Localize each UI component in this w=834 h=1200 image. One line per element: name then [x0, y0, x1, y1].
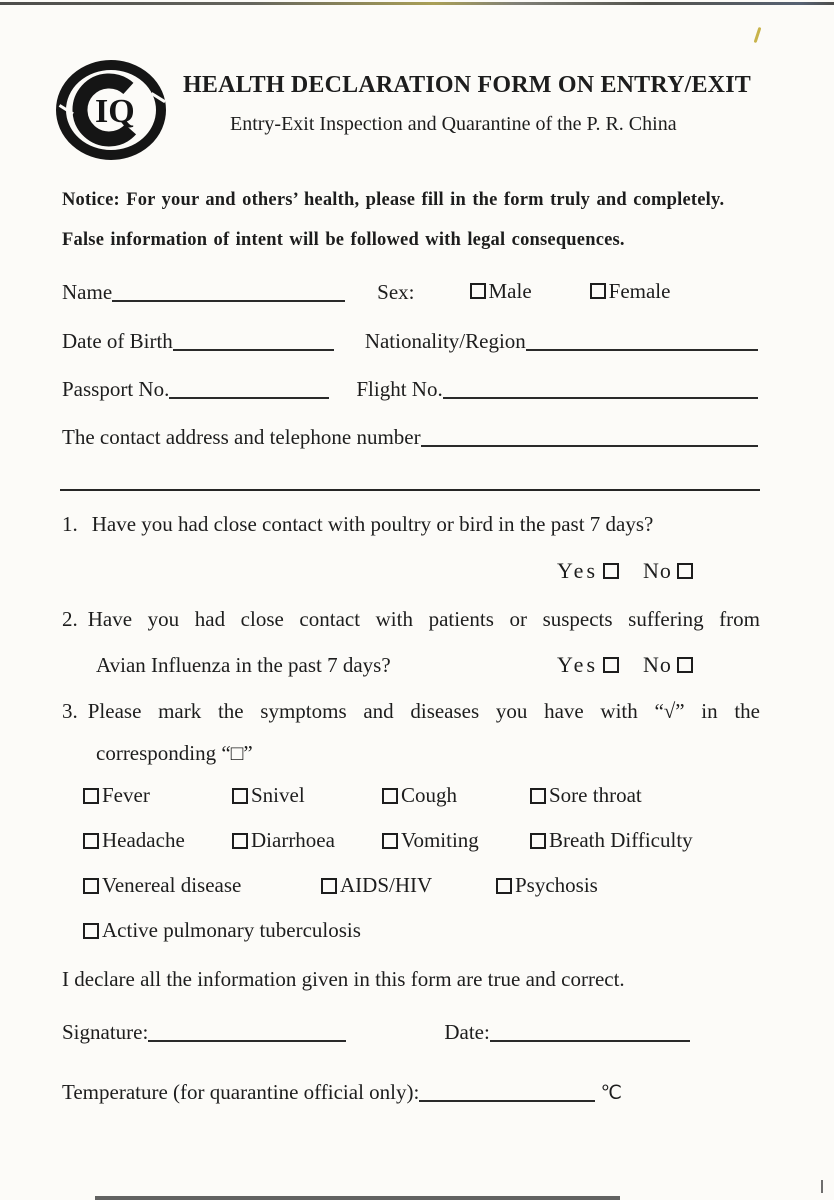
sore-throat-checkbox[interactable]: [530, 788, 546, 804]
symptom-snivel: [232, 783, 305, 808]
male-label: Male: [488, 279, 532, 303]
yes-label: Yes: [557, 652, 599, 677]
female-checkbox[interactable]: [590, 283, 606, 299]
passport-label: Passport No.: [62, 377, 170, 401]
breath-difficulty-checkbox[interactable]: [530, 833, 546, 849]
scan-edge-line: [0, 2, 834, 5]
question-3-line-1: [62, 698, 760, 724]
name-label: Name: [62, 280, 113, 304]
snivel-label: Snivel: [251, 783, 305, 807]
form-title: HEALTH DECLARATION FORM ON ENTRY/EXIT: [183, 72, 751, 98]
form-subtitle: Entry-Exit Inspection and Quarantine of the P. R. China: [230, 113, 677, 135]
ciq-logo-icon: [56, 60, 166, 160]
temperature-row: [62, 1076, 622, 1107]
q2-no-checkbox[interactable]: [677, 657, 693, 673]
snivel-checkbox[interactable]: [232, 788, 248, 804]
symptom-tuberculosis: [83, 918, 361, 943]
cough-label: Cough: [401, 783, 458, 807]
vomiting-checkbox[interactable]: [382, 833, 398, 849]
fever-label: Fever: [102, 783, 150, 807]
symptom-diarrhoea: [232, 828, 335, 853]
venereal-disease-checkbox[interactable]: [83, 878, 99, 894]
yes-label: Yes: [557, 558, 599, 583]
symptom-psychosis: [496, 873, 598, 898]
name-sex-row: [62, 276, 758, 305]
question-2-number: 2.: [62, 607, 78, 631]
signature-label: Signature:: [62, 1020, 149, 1044]
psychosis-checkbox[interactable]: [496, 878, 512, 894]
question-2-yesno: [557, 652, 693, 678]
flight-field-line[interactable]: [443, 376, 758, 399]
cough-checkbox[interactable]: [382, 788, 398, 804]
contact-row: [62, 421, 758, 450]
question-2-text: Have you had close contact with patients or suspects suffering from: [87, 607, 760, 631]
symptom-aids-hiv: [321, 873, 432, 898]
contact-field-line[interactable]: [421, 424, 758, 447]
logo-text: IQ: [95, 93, 135, 130]
question-3-text: Please mark the symptoms and diseases you have with “√” in the: [87, 699, 760, 723]
nationality-field-line[interactable]: [526, 328, 758, 351]
date-field-line[interactable]: [490, 1019, 690, 1042]
declaration-statement: I declare all the information given in this form are true and correct.: [62, 967, 625, 991]
tuberculosis-checkbox[interactable]: [83, 923, 99, 939]
symptom-cough: [382, 783, 457, 808]
passport-field-line[interactable]: [169, 376, 329, 399]
contact-continuation-line[interactable]: [60, 489, 760, 491]
symptom-sore-throat: [530, 783, 642, 808]
flight-label: Flight No.: [356, 377, 443, 401]
temperature-label: Temperature (for quarantine official only):: [62, 1080, 420, 1104]
vomiting-label: Vomiting: [401, 828, 479, 852]
contact-label: The contact address and telephone number: [62, 425, 421, 449]
question-1-text: Have you had close contact with poultry or bird in the past 7 days?: [91, 512, 654, 536]
sex-male-option: [470, 278, 532, 304]
dob-field-line[interactable]: [173, 328, 334, 351]
no-label: No: [643, 558, 672, 583]
passport-flight-row: [62, 373, 758, 402]
question-2-line-1: [62, 606, 760, 632]
question-2-line-2: Avian Influenza in the past 7 days?: [96, 653, 391, 677]
sore-throat-label: Sore throat: [549, 783, 642, 807]
sex-label: Sex:: [377, 280, 415, 304]
female-label: Female: [608, 279, 671, 303]
symptom-breath-difficulty: [530, 828, 693, 853]
question-3-line-2: corresponding “□”: [96, 741, 253, 765]
symptom-headache: [83, 828, 185, 853]
venereal-disease-label: Venereal disease: [102, 873, 242, 897]
temperature-field-line[interactable]: [419, 1079, 594, 1102]
signature-field-line[interactable]: [148, 1019, 346, 1042]
diarrhoea-label: Diarrhoea: [251, 828, 335, 852]
question-1-yesno: [557, 558, 693, 584]
celsius-unit: ℃: [600, 1083, 622, 1104]
scan-bottom-band: [95, 1196, 620, 1200]
aids-hiv-label: AIDS/HIV: [340, 873, 433, 897]
signature-date-row: [62, 1016, 690, 1045]
symptom-fever: [83, 783, 150, 808]
headache-checkbox[interactable]: [83, 833, 99, 849]
q1-yes-checkbox[interactable]: [603, 563, 619, 579]
psychosis-label: Psychosis: [515, 873, 598, 897]
question-3-number: 3.: [62, 699, 78, 723]
headache-label: Headache: [102, 828, 185, 852]
aids-hiv-checkbox[interactable]: [321, 878, 337, 894]
q2-yes-checkbox[interactable]: [603, 657, 619, 673]
name-field-line[interactable]: [112, 279, 345, 302]
notice-line-2: False information of intent will be followed with legal consequences.: [62, 230, 625, 250]
fever-checkbox[interactable]: [83, 788, 99, 804]
nationality-label: Nationality/Region: [364, 329, 526, 353]
q1-no-checkbox[interactable]: [677, 563, 693, 579]
dob-label: Date of Birth: [62, 329, 173, 353]
scan-tick-mark: [821, 1180, 823, 1193]
symptom-vomiting: [382, 828, 479, 853]
scan-yellow-mark: [754, 27, 762, 43]
question-1: [62, 511, 653, 537]
sex-female-option: [590, 278, 671, 304]
date-label: Date:: [444, 1020, 490, 1044]
symptom-venereal-disease: [83, 873, 241, 898]
notice-line-1: Notice: For your and others’ health, please fill in the form truly and completely.: [62, 190, 725, 210]
question-1-number: 1.: [62, 512, 78, 536]
male-checkbox[interactable]: [470, 283, 486, 299]
breath-difficulty-label: Breath Difficulty: [549, 828, 693, 852]
tuberculosis-label: Active pulmonary tuberculosis: [102, 918, 361, 942]
no-label: No: [643, 652, 672, 677]
diarrhoea-checkbox[interactable]: [232, 833, 248, 849]
dob-nationality-row: [62, 325, 758, 354]
